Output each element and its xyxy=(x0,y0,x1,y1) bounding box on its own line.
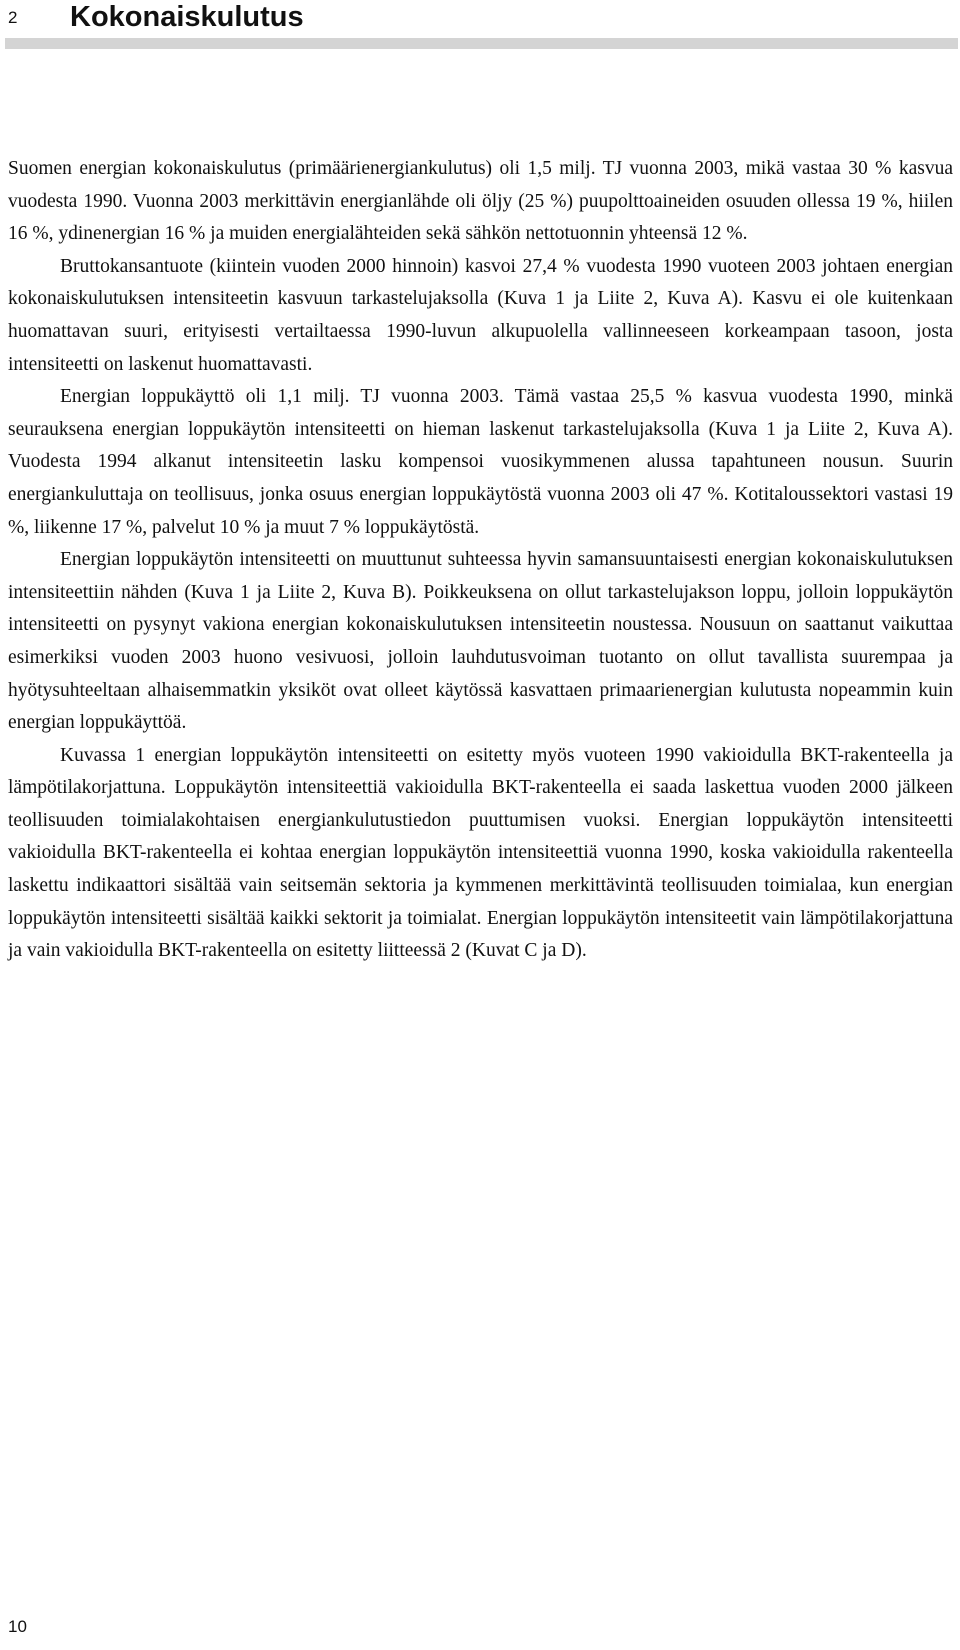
paragraph-figure-description: Kuvassa 1 energian loppukäytön intensiteetti on esitetty myös vuoteen 1990 vakioidulla BKT-rakenteella ja lämpötilakorjattuna. Loppukäytön intensiteettiä vakioidulla BKT-rakenteella ei saada laskettua vuoden 2000 jälkeen teollisuuden toimialakohtaisen energiankulutustiedon puuttumisen vuoksi. Energian loppukäytön intensiteetti vakioidulla BKT-rakenteella ei kohtaa energian loppukäytön intensiteettiä vuonna 1990, koska vakioidulla rakenteella laskettu indikaattori sisältää vain seitsemän sektoria ja kymmenen merkittävintä teollisuuden toimialaa, kun energian loppukäytön intensiteetti sisältää kaikki sektorit ja toimialat. Energian loppukäytön intensiteetit vain lämpötilakorjattuna ja vain vakioidulla BKT-rakenteella on esitetty liitteessä 2 (Kuvat C ja D). xyxy=(8,744,953,962)
header-rule xyxy=(5,38,958,49)
paragraph-final-use-intensity: Energian loppukäytön intensiteetti on muuttunut suhteessa hyvin samansuuntaisesti energian kokonaiskulutuksen intensiteettiin nähden (Kuva 1 ja Liite 2, Kuva B). Poikkeuksena on ollut tarkastelujakson loppu, jolloin loppukäytön intensiteetti on pysynyt vakiona energian kokonaiskulutuksen intensiteetin noustessa. Nousuun on saattanut vaikuttaa esimerkiksi vuoden 2003 huono vesivuosi, jolloin lauhdutusvoiman tuotanto on ollut tavallista suurempaa ja hyötysuhteeltaan alhaisemmatkin yksiköt ovat olleet käytössä kasvattaen primaarienergian kulutusta nopeammin kuin energian loppukäyttöä. xyxy=(8,549,953,734)
page-number: 10 xyxy=(8,1617,27,1636)
section-number: 2 xyxy=(8,8,18,27)
paragraph-total-consumption: Suomen energian kokonaiskulutus (primäärienergiankulutus) oli 1,5 milj. TJ vuonna 2003, mikä vastaa 30 % kasvua vuodesta 1990. Vuonna 2003 merkittävin energianlähde oli öljy (25 %) puupolttoaineiden osuuden ollessa 19 %, hiilen 16 %, ydinenergian 16 % ja muiden energialähteiden sekä sähkön nettotuonnin yhteensä 12 %. xyxy=(8,158,953,245)
paragraph-gdp-intensity: Bruttokansantuote (kiintein vuoden 2000 hinnoin) kasvoi 27,4 % vuodesta 1990 vuoteen 2003 johtaen energian kokonaiskulutuksen intensiteetin kasvuun tarkastelujaksolla (Kuva 1 ja Liite 2, Kuva A). Kasvu ei ole kuitenkaan huomattavan suuri, erityisesti vertailtaessa 1990-luvun alkupuolella vallinneeseen korkeampaan tasoon, josta intensiteetti on laskenut huomattavasti. xyxy=(8,255,953,375)
body-text xyxy=(8,153,953,968)
section-header xyxy=(0,0,960,50)
paragraph-final-use: Energian loppukäyttö oli 1,1 milj. TJ vuonna 2003. Tämä vastaa 25,5 % kasvua vuodesta 1990, minkä seurauksena energian loppukäytön intensiteetti on hieman laskenut tarkastelujaksolla (Kuva 1 ja Liite 2, Kuva A). Vuodesta 1994 alkanut intensiteetin lasku kompensoi vuosikymmenen alussa tapahtuneen nousun. Suurin energiankuluttaja on teollisuus, jonka osuus energian loppukäytöstä vuonna 2003 oli 47 %. Kotitaloussektori vastasi 19 %, liikenne 17 %, palvelut 10 % ja muut 7 % loppukäytöstä. xyxy=(8,386,953,538)
section-title: Kokonaiskulutus xyxy=(70,1,304,33)
